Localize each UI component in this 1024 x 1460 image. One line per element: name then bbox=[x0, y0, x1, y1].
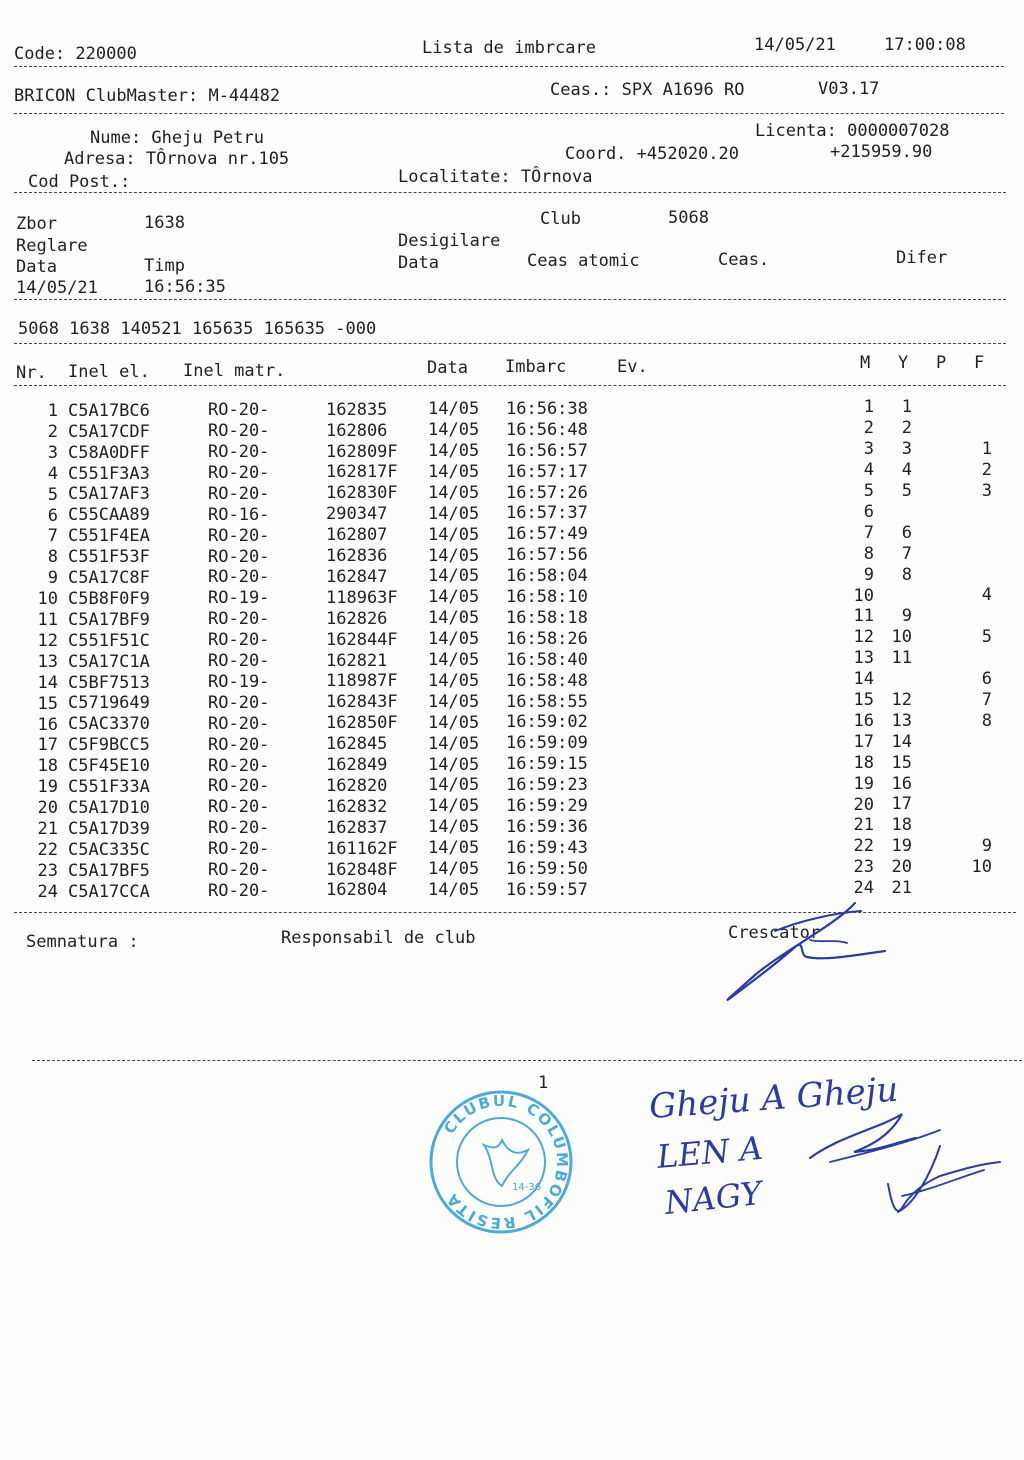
row-y: 4 bbox=[901, 460, 912, 481]
row-f: 6 bbox=[981, 668, 992, 689]
row-arrival-time: 16:56:48 bbox=[506, 419, 588, 440]
row-number: 19 bbox=[37, 777, 58, 798]
row-ring-number: 162826 bbox=[326, 608, 388, 629]
row-number: 24 bbox=[37, 881, 58, 902]
row-electronic-ring: C5719649 bbox=[68, 693, 150, 714]
row-number: 9 bbox=[47, 568, 58, 589]
row-electronic-ring: C5A17BC6 bbox=[68, 400, 150, 421]
row-number: 10 bbox=[37, 589, 58, 610]
row-m: 15 bbox=[853, 690, 874, 711]
row-number: 3 bbox=[47, 442, 58, 463]
row-arrival-date: 14/05 bbox=[428, 796, 480, 817]
col-nr: Nr. bbox=[16, 363, 47, 383]
divider bbox=[14, 912, 1016, 913]
row-number: 21 bbox=[37, 819, 58, 839]
row-electronic-ring: C5A17BF9 bbox=[68, 609, 150, 630]
row-ring-prefix: RO-20- bbox=[208, 860, 270, 881]
row-ring-prefix: RO-20- bbox=[208, 755, 270, 776]
row-electronic-ring: C5F9BCC5 bbox=[68, 735, 150, 756]
row-arrival-time: 16:59:09 bbox=[506, 733, 588, 754]
row-m: 11 bbox=[853, 606, 874, 627]
row-arrival-time: 16:57:56 bbox=[506, 545, 588, 566]
zbor-value: 1638 bbox=[144, 213, 185, 233]
row-y: 1 bbox=[901, 397, 912, 418]
row-ring-number: 162837 bbox=[326, 817, 388, 838]
row-ring-number: 290347 bbox=[326, 504, 388, 525]
row-arrival-date: 14/05 bbox=[428, 650, 480, 671]
row-electronic-ring: C551F4EA bbox=[68, 526, 150, 547]
data2-label: Data bbox=[398, 253, 439, 273]
row-ring-number: 162845 bbox=[326, 734, 388, 755]
license-label: Licenta: 0000007028 bbox=[755, 121, 950, 141]
row-electronic-ring: C5AC3370 bbox=[68, 714, 150, 735]
col-p: P bbox=[936, 353, 947, 373]
timp-label: Timp bbox=[144, 256, 185, 276]
row-m: 21 bbox=[853, 815, 874, 836]
row-number: 22 bbox=[37, 839, 58, 860]
row-ring-prefix: RO-20- bbox=[208, 776, 270, 797]
row-ring-number: 162836 bbox=[326, 546, 388, 566]
row-arrival-date: 14/05 bbox=[428, 733, 480, 754]
row-ring-prefix: RO-20- bbox=[208, 839, 270, 860]
row-arrival-date: 14/05 bbox=[428, 420, 480, 441]
row-number: 18 bbox=[37, 756, 58, 777]
owner-name: Nume: Gheju Petru bbox=[90, 128, 264, 148]
row-arrival-date: 14/05 bbox=[428, 545, 480, 566]
row-ring-number: 162844F bbox=[326, 629, 398, 650]
row-m: 10 bbox=[853, 585, 874, 606]
row-m: 24 bbox=[853, 878, 874, 899]
row-f: 7 bbox=[981, 689, 992, 710]
row-m: 13 bbox=[853, 648, 874, 669]
row-y: 10 bbox=[891, 627, 912, 648]
committee-signatures bbox=[640, 1066, 1022, 1226]
row-arrival-date: 14/05 bbox=[428, 712, 480, 733]
row-ring-prefix: RO-20- bbox=[208, 692, 270, 713]
row-arrival-date: 14/05 bbox=[428, 879, 480, 900]
row-electronic-ring: C5A17D10 bbox=[68, 797, 150, 818]
row-m: 23 bbox=[853, 857, 874, 878]
row-ring-number: 162817F bbox=[326, 462, 398, 483]
row-m: 19 bbox=[853, 773, 874, 794]
row-arrival-date: 14/05 bbox=[428, 461, 480, 482]
row-arrival-date: 14/05 bbox=[428, 503, 480, 524]
row-ring-prefix: RO-20- bbox=[208, 421, 270, 442]
row-number: 17 bbox=[37, 735, 58, 756]
club-stamp bbox=[424, 1090, 578, 1234]
row-electronic-ring: C5A17C1A bbox=[68, 651, 150, 672]
row-ring-number: 162821 bbox=[326, 650, 388, 671]
row-y: 11 bbox=[891, 648, 912, 669]
row-ring-number: 162847 bbox=[326, 566, 388, 587]
row-ring-prefix: RO-20- bbox=[208, 818, 270, 839]
handwritten-line-3: NAGY bbox=[662, 1174, 764, 1222]
row-ring-number: 161162F bbox=[326, 838, 398, 859]
row-electronic-ring: C551F53F bbox=[68, 547, 150, 568]
row-ring-prefix: RO-19- bbox=[208, 588, 270, 609]
row-electronic-ring: C5B8F0F9 bbox=[68, 588, 150, 609]
row-number: 11 bbox=[37, 610, 58, 630]
reglare-time: 16:56:35 bbox=[144, 277, 226, 297]
row-ring-prefix: RO-16- bbox=[208, 504, 270, 525]
row-arrival-time: 16:58:18 bbox=[506, 607, 588, 628]
row-arrival-time: 16:57:37 bbox=[506, 503, 588, 524]
row-m: 22 bbox=[853, 836, 874, 857]
row-arrival-date: 14/05 bbox=[428, 524, 480, 545]
row-arrival-time: 16:58:04 bbox=[506, 566, 588, 587]
row-electronic-ring: C5AC335C bbox=[68, 839, 150, 860]
row-electronic-ring: C5A17AF3 bbox=[68, 484, 150, 505]
row-number: 6 bbox=[47, 505, 58, 526]
divider bbox=[14, 113, 1004, 114]
code-label: Code: 220000 bbox=[14, 44, 137, 64]
row-ring-number: 162848F bbox=[326, 859, 398, 880]
row-ring-prefix: RO-20- bbox=[208, 546, 270, 567]
row-number: 8 bbox=[47, 547, 58, 568]
col-ev: Ev. bbox=[617, 357, 648, 377]
row-arrival-date: 14/05 bbox=[428, 566, 480, 587]
row-m: 6 bbox=[863, 501, 874, 522]
zbor-label: Zbor bbox=[16, 214, 57, 234]
row-number: 1 bbox=[47, 401, 58, 421]
col-inel-matr: Inel matr. bbox=[183, 361, 286, 381]
row-y: 16 bbox=[891, 773, 912, 794]
flight-summary: 5068 1638 140521 165635 165635 -000 bbox=[18, 319, 377, 339]
desigilare-label: Desigilare bbox=[398, 231, 501, 251]
divider bbox=[14, 343, 1006, 344]
row-ring-number: 162835 bbox=[326, 399, 388, 420]
row-m: 14 bbox=[853, 669, 874, 690]
row-m: 12 bbox=[853, 627, 874, 648]
owner-address: Adresa: TÔrnova nr.105 bbox=[64, 149, 290, 169]
row-f: 8 bbox=[981, 710, 992, 731]
row-number: 13 bbox=[37, 651, 58, 672]
row-m: 4 bbox=[863, 460, 874, 481]
row-ring-prefix: RO-20- bbox=[208, 400, 270, 421]
row-number: 7 bbox=[47, 526, 58, 547]
divider bbox=[14, 385, 1006, 386]
row-ring-prefix: RO-19- bbox=[208, 671, 270, 692]
row-ring-number: 118963F bbox=[326, 587, 398, 608]
row-arrival-date: 14/05 bbox=[428, 608, 480, 629]
row-ring-number: 162809F bbox=[326, 441, 398, 462]
row-number: 4 bbox=[47, 463, 58, 484]
row-arrival-time: 16:58:26 bbox=[506, 628, 588, 649]
page-number: 1 bbox=[538, 1073, 549, 1093]
print-time: 17:00:08 bbox=[884, 35, 966, 55]
row-arrival-time: 16:59:15 bbox=[506, 754, 588, 775]
software-label: BRICON ClubMaster: M-44482 bbox=[14, 86, 281, 106]
row-arrival-date: 14/05 bbox=[428, 859, 480, 880]
row-electronic-ring: C5A17CCA bbox=[68, 881, 150, 902]
row-y: 6 bbox=[901, 522, 912, 543]
row-ring-number: 162843F bbox=[326, 692, 398, 713]
row-electronic-ring: C5BF7513 bbox=[68, 672, 150, 693]
row-y: 2 bbox=[901, 418, 912, 439]
row-y: 5 bbox=[901, 480, 912, 501]
row-f: 2 bbox=[981, 459, 992, 480]
row-ring-prefix: RO-20- bbox=[208, 483, 270, 504]
row-m: 20 bbox=[853, 794, 874, 815]
row-arrival-date: 14/05 bbox=[428, 838, 480, 859]
row-m: 7 bbox=[863, 522, 874, 543]
row-y: 9 bbox=[901, 606, 912, 627]
row-arrival-date: 14/05 bbox=[428, 691, 480, 712]
row-electronic-ring: C5A17CDF bbox=[68, 421, 150, 442]
version-label: V03.17 bbox=[818, 79, 880, 99]
col-inel-el: Inel el. bbox=[68, 362, 150, 382]
col-y: Y bbox=[898, 353, 909, 373]
row-f: 4 bbox=[981, 585, 992, 606]
row-ring-prefix: RO-20- bbox=[208, 525, 270, 546]
row-ring-prefix: RO-20- bbox=[208, 797, 270, 818]
row-ring-number: 162850F bbox=[326, 713, 398, 734]
row-ring-prefix: RO-20- bbox=[208, 567, 270, 588]
col-m: M bbox=[860, 353, 871, 373]
row-arrival-time: 16:59:43 bbox=[506, 837, 588, 858]
row-f: 5 bbox=[981, 626, 992, 647]
row-m: 8 bbox=[863, 543, 874, 564]
coord-lon: +215959.90 bbox=[830, 142, 933, 162]
row-electronic-ring: C551F3A3 bbox=[68, 463, 150, 484]
row-arrival-time: 16:57:26 bbox=[506, 482, 588, 503]
row-y: 17 bbox=[891, 794, 912, 815]
signature-label: Semnatura : bbox=[26, 932, 139, 952]
ceas-atomic-label: Ceas atomic bbox=[527, 251, 640, 271]
row-number: 20 bbox=[37, 798, 58, 819]
row-arrival-time: 16:56:38 bbox=[506, 398, 588, 419]
row-electronic-ring: C5A17BF5 bbox=[68, 860, 150, 881]
row-y: 15 bbox=[891, 752, 912, 773]
row-arrival-time: 16:58:55 bbox=[506, 691, 588, 712]
document-title: Lista de imbrcare bbox=[422, 38, 596, 58]
print-date: 14/05/21 bbox=[754, 35, 836, 55]
breeder-label: Crescator bbox=[728, 923, 821, 943]
divider bbox=[14, 192, 1006, 193]
row-y: 7 bbox=[901, 543, 912, 564]
row-y: 14 bbox=[891, 731, 912, 752]
reglare-label: Reglare bbox=[16, 236, 88, 256]
row-f: 10 bbox=[971, 856, 992, 877]
row-f: 3 bbox=[981, 480, 992, 501]
stamp-year: 14-36 bbox=[512, 1182, 542, 1193]
divider bbox=[32, 1060, 1022, 1061]
row-ring-number: 162820 bbox=[326, 775, 388, 796]
club-value: 5068 bbox=[668, 208, 709, 228]
row-ring-prefix: RO-20- bbox=[208, 442, 270, 463]
row-number: 2 bbox=[47, 421, 58, 442]
row-ring-prefix: RO-20- bbox=[208, 713, 270, 734]
ceas-label: Ceas. bbox=[718, 250, 770, 270]
row-arrival-date: 14/05 bbox=[428, 670, 480, 691]
row-m: 3 bbox=[863, 439, 874, 460]
row-f: 9 bbox=[981, 835, 992, 856]
responsible-label: Responsabil de club bbox=[281, 928, 476, 948]
row-arrival-time: 16:56:57 bbox=[506, 440, 588, 461]
row-arrival-time: 16:59:23 bbox=[506, 775, 588, 796]
row-m: 17 bbox=[853, 731, 874, 752]
row-m: 9 bbox=[863, 564, 874, 585]
row-y: 12 bbox=[891, 689, 912, 710]
col-imbarc: Imbarc bbox=[505, 357, 567, 377]
row-arrival-time: 16:58:40 bbox=[506, 649, 588, 670]
row-electronic-ring: C5F45E10 bbox=[68, 756, 150, 777]
row-y: 20 bbox=[891, 857, 912, 878]
row-number: 15 bbox=[37, 693, 58, 714]
row-ring-prefix: RO-20- bbox=[208, 609, 270, 630]
row-m: 16 bbox=[853, 710, 874, 731]
difer-label: Difer bbox=[896, 248, 948, 268]
row-electronic-ring: C58A0DFF bbox=[68, 442, 150, 463]
clock-label: Ceas.: SPX A1696 RO bbox=[550, 80, 745, 100]
locality-label: Localitate: TÔrnova bbox=[398, 167, 593, 187]
row-ring-prefix: RO-20- bbox=[208, 880, 270, 901]
divider bbox=[14, 299, 1006, 300]
row-ring-prefix: RO-20- bbox=[208, 462, 270, 483]
row-y: 3 bbox=[901, 439, 912, 460]
row-number: 16 bbox=[37, 714, 58, 735]
handwritten-line-1: Gheju A Gheju bbox=[647, 1069, 900, 1127]
row-arrival-time: 16:59:57 bbox=[506, 879, 588, 900]
row-arrival-date: 14/05 bbox=[428, 587, 480, 608]
row-number: 23 bbox=[37, 860, 58, 881]
reglare-date: 14/05/21 bbox=[16, 278, 98, 298]
row-arrival-time: 16:58:10 bbox=[506, 587, 588, 608]
row-ring-number: 162832 bbox=[326, 796, 388, 817]
coord-lat: Coord. +452020.20 bbox=[565, 144, 739, 164]
handwritten-line-2: LEN A bbox=[655, 1128, 765, 1176]
col-data: Data bbox=[427, 358, 468, 378]
row-y: 8 bbox=[901, 564, 912, 585]
row-arrival-time: 16:59:50 bbox=[506, 858, 588, 879]
row-y: 21 bbox=[891, 878, 912, 899]
row-ring-number: 162807 bbox=[326, 525, 388, 546]
row-arrival-date: 14/05 bbox=[428, 482, 480, 503]
row-y: 13 bbox=[891, 710, 912, 731]
row-electronic-ring: C55CAA89 bbox=[68, 505, 150, 526]
row-ring-prefix: RO-20- bbox=[208, 651, 270, 672]
row-y: 19 bbox=[891, 836, 912, 857]
row-arrival-date: 14/05 bbox=[428, 441, 480, 462]
row-m: 5 bbox=[863, 481, 874, 502]
row-m: 1 bbox=[863, 397, 874, 418]
row-arrival-date: 14/05 bbox=[428, 754, 480, 775]
club-label: Club bbox=[540, 209, 581, 229]
row-electronic-ring: C5A17C8F bbox=[68, 568, 150, 588]
row-arrival-time: 16:59:02 bbox=[506, 712, 588, 733]
row-m: 18 bbox=[853, 752, 874, 773]
row-ring-number: 162849 bbox=[326, 755, 388, 775]
row-ring-number: 162830F bbox=[326, 483, 398, 504]
row-arrival-time: 16:59:29 bbox=[506, 796, 588, 817]
row-ring-number: 162806 bbox=[326, 420, 388, 441]
row-m: 2 bbox=[863, 418, 874, 439]
row-arrival-date: 14/05 bbox=[428, 629, 480, 650]
row-f: 1 bbox=[981, 438, 992, 459]
row-ring-number: 162804 bbox=[326, 880, 388, 901]
divider bbox=[14, 66, 1004, 67]
row-number: 14 bbox=[37, 672, 58, 693]
row-electronic-ring: C5A17D39 bbox=[68, 818, 150, 839]
row-electronic-ring: C551F33A bbox=[68, 777, 150, 797]
row-number: 5 bbox=[47, 484, 58, 505]
row-ring-prefix: RO-20- bbox=[208, 630, 270, 651]
stamp-text: CLUBUL COLUMBOFIL RESITA bbox=[440, 1091, 572, 1233]
row-number: 12 bbox=[37, 630, 58, 651]
data-label: Data bbox=[16, 257, 57, 277]
svg-text:CLUBUL COLUMBOFIL RESITA bbox=[440, 1092, 571, 1232]
row-arrival-time: 16:58:48 bbox=[506, 670, 588, 691]
owner-postcode: Cod Post.: bbox=[28, 172, 131, 192]
row-arrival-time: 16:57:49 bbox=[506, 524, 588, 545]
row-arrival-time: 16:57:17 bbox=[506, 461, 588, 482]
row-arrival-date: 14/05 bbox=[428, 817, 480, 838]
col-f: F bbox=[974, 353, 985, 373]
row-ring-prefix: RO-20- bbox=[208, 734, 270, 755]
row-electronic-ring: C551F51C bbox=[68, 630, 150, 651]
row-ring-number: 118987F bbox=[326, 671, 398, 692]
row-arrival-date: 14/05 bbox=[428, 775, 480, 796]
row-arrival-date: 14/05 bbox=[428, 399, 480, 420]
row-y: 18 bbox=[891, 815, 912, 836]
row-arrival-time: 16:59:36 bbox=[506, 816, 588, 837]
